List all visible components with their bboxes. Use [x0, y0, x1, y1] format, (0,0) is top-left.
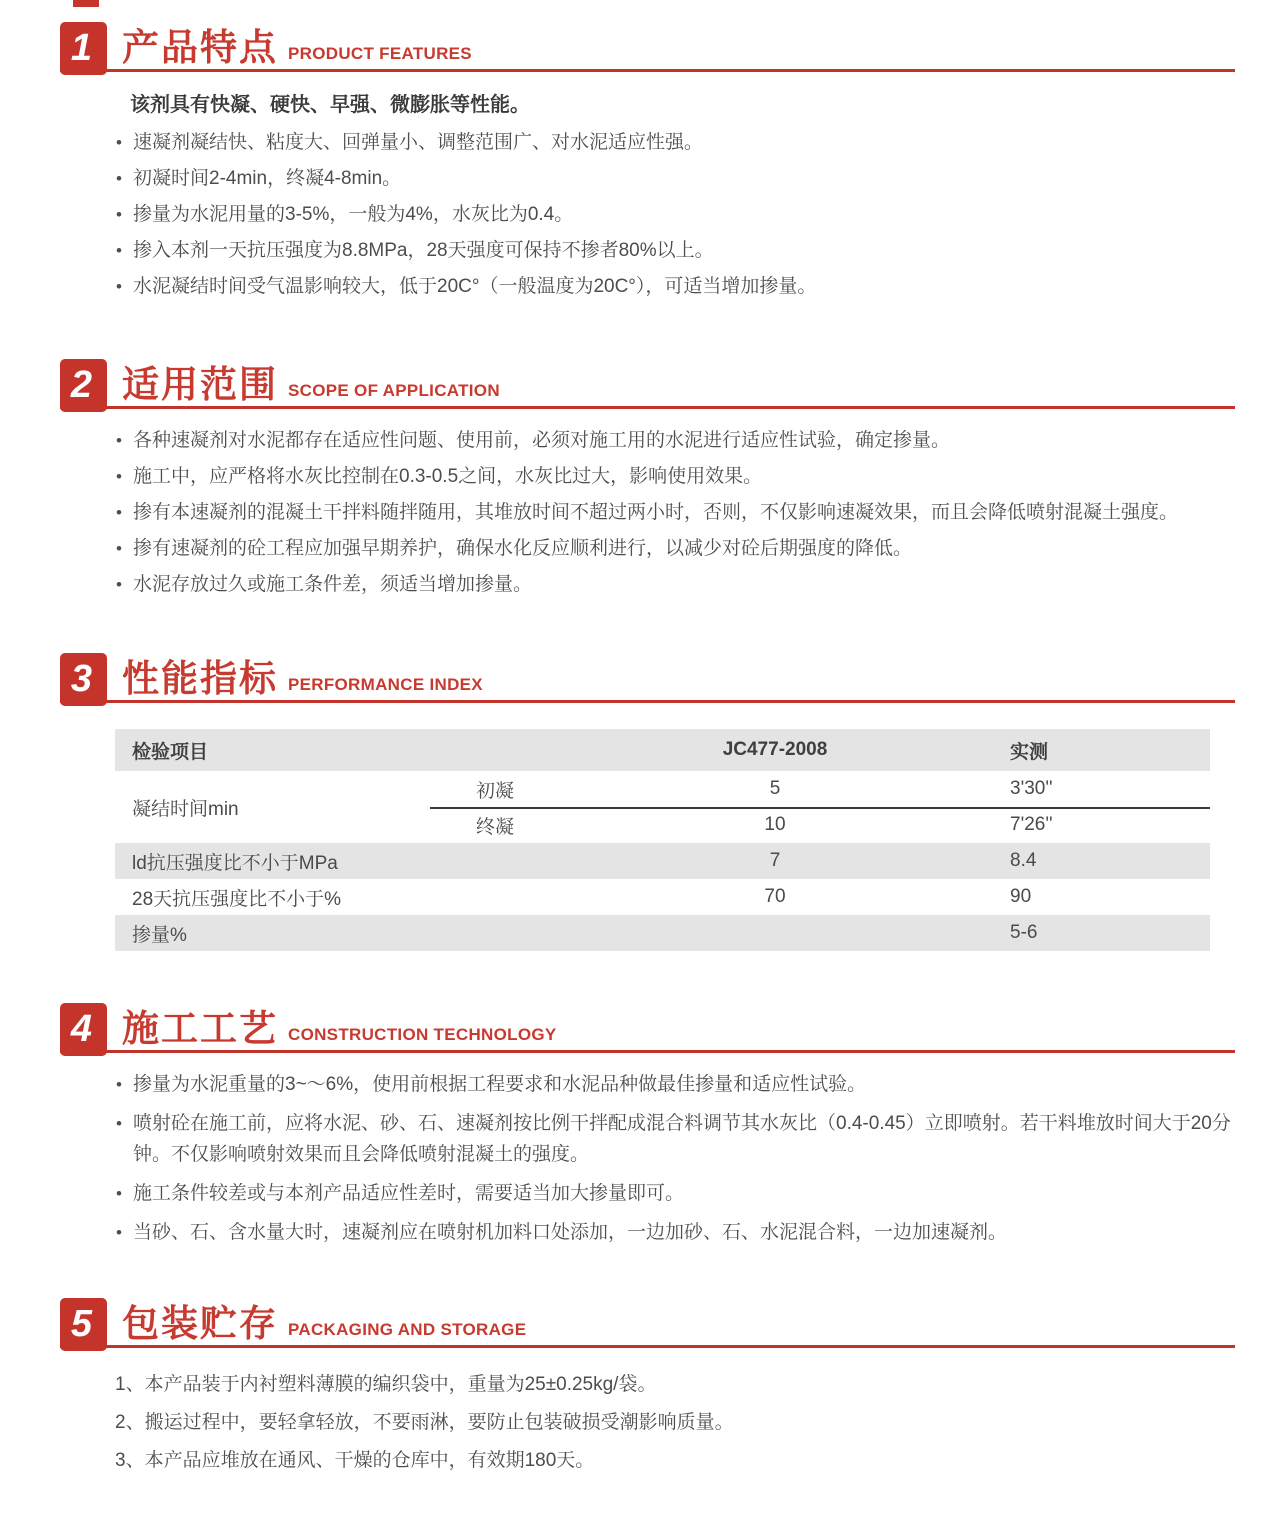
list-item: • 掺量为水泥用量的3-5%，一般为4%，水灰比为0.4。 [115, 197, 1235, 233]
section-4-number-badge [60, 1003, 107, 1056]
section-title: 产品特点 [122, 27, 278, 68]
row-label: ld抗压强度比不小于MPa [132, 852, 338, 874]
section-1-bullets [115, 125, 1235, 305]
list-item: 2、搬运过程中，要轻拿轻放，不要雨淋，要防止包装破损受潮影响质量。 [115, 1412, 734, 1433]
section-2-bullets [115, 423, 1235, 603]
section-number: 1 [70, 27, 93, 69]
section-subtitle: SCOPE OF APPLICATION [288, 381, 500, 400]
section-subtitle: PERFORMANCE INDEX [288, 675, 483, 694]
list-item: • 掺入本剂一天抗压强度为8.8MPa，28天强度可保持不掺者80%以上。 [115, 233, 1235, 269]
section-subtitle: CONSTRUCTION TECHNOLOGY [288, 1025, 557, 1044]
list-item: • 喷射砼在施工前，应将水泥、砂、石、速凝剂按比例干拌配成混合料调节其水灰比（0.4-0.45）立即喷射。若干料堆放时间大于20分钟。不仅影响喷射效果而且会降低喷射混凝土的强度。 [115, 1108, 1235, 1170]
table-row [115, 915, 1210, 951]
table-row [115, 843, 1210, 879]
section-subtitle: PACKAGING AND STORAGE [288, 1320, 527, 1339]
column-header-item: 检验项目 [132, 741, 209, 763]
section-1-number-badge [60, 22, 107, 75]
section-title: 施工工艺 [122, 1008, 278, 1049]
table-row [115, 879, 1210, 915]
table-row [115, 771, 1210, 807]
row-label: 掺量% [132, 924, 187, 946]
subrow-divider [430, 807, 1210, 809]
cell-standard: 10 [764, 814, 786, 835]
list-item: • 当砂、石、含水量大时，速凝剂应在喷射机加料口处添加，一边加砂、石、水泥混合料，一边加速凝剂。 [115, 1217, 1235, 1248]
section-4-header [60, 997, 1235, 1053]
section-5-number-badge [60, 1298, 107, 1351]
list-item: • 掺量为水泥重量的3~～6%，使用前根据工程要求和水泥品种做最佳掺量和适应性试验。 [115, 1069, 1235, 1100]
cell-standard: 70 [764, 886, 786, 907]
list-item: • 水泥存放过久或施工条件差，须适当增加掺量。 [115, 567, 1235, 603]
list-item: • 速凝剂凝结快、粘度大、回弹量小、调整范围广、对水泥适应性强。 [115, 125, 1235, 161]
section-number: 4 [70, 1008, 93, 1050]
section-title: 包装贮存 [122, 1303, 278, 1344]
section-2-header [60, 353, 1235, 409]
section-1-header [60, 16, 1235, 72]
page-top-decoration [73, 0, 99, 7]
section-4-bullets [115, 1069, 1235, 1248]
list-item: • 掺有本速凝剂的混凝土干拌料随拌随用，其堆放时间不超过两小时，否则，不仅影响速凝效果，而且会降低喷射混凝土强度。 [115, 495, 1235, 531]
table-header-row [115, 729, 1210, 771]
row-label: 凝结时间min [132, 798, 239, 820]
list-item: 3、本产品应堆放在通风、干燥的仓库中，有效期180天。 [115, 1450, 595, 1471]
list-item: • 施工条件较差或与本剂产品适应性差时，需要适当加大掺量即可。 [115, 1178, 1235, 1209]
section-5-items [115, 1366, 1235, 1480]
section-1-intro: 该剂具有快凝、硬快、早强、微膨胀等性能。 [130, 94, 530, 116]
subrow-name: 终凝 [475, 816, 514, 838]
section-number: 3 [70, 658, 93, 700]
table-row [115, 807, 1210, 843]
cell-measured: 3'30'' [1010, 778, 1053, 799]
subrow-name: 初凝 [475, 780, 514, 802]
section-subtitle: PRODUCT FEATURES [288, 44, 472, 63]
column-header-measured: 实测 [1010, 741, 1049, 763]
cell-standard: 5 [769, 778, 781, 799]
section-title: 适用范围 [122, 364, 278, 405]
list-item: 1、本产品装于内衬塑料薄膜的编织袋中，重量为25±0.25kg/袋。 [115, 1374, 657, 1395]
cell-measured: 5-6 [1010, 922, 1038, 943]
cell-measured: 7'26'' [1010, 814, 1053, 835]
cell-measured: 90 [1010, 886, 1032, 907]
row-label: 28天抗压强度比不小于% [132, 888, 342, 910]
section-number: 2 [70, 364, 93, 406]
section-3-number-badge [60, 653, 107, 706]
cell-measured: 8.4 [1010, 850, 1037, 871]
list-item: • 掺有速凝剂的砼工程应加强早期养护，确保水化反应顺利进行，以减少对砼后期强度的降低。 [115, 531, 1235, 567]
section-2-number-badge [60, 359, 107, 412]
section-5-header [60, 1292, 1235, 1348]
cell-standard: 7 [769, 850, 781, 871]
section-3-header [60, 647, 1235, 703]
list-item: • 施工中，应严格将水灰比控制在0.3-0.5之间，水灰比过大，影响使用效果。 [115, 459, 1235, 495]
column-header-standard: JC477-2008 [722, 739, 828, 760]
section-title: 性能指标 [122, 658, 278, 699]
section-number: 5 [70, 1303, 93, 1345]
list-item: • 水泥凝结时间受气温影响较大，低于20C°（一般温度为20C°），可适当增加掺量。 [115, 269, 1235, 305]
performance-table [115, 729, 1210, 951]
list-item: • 各种速凝剂对水泥都存在适应性问题、使用前，必须对施工用的水泥进行适应性试验，确定掺量。 [115, 423, 1235, 459]
list-item: • 初凝时间2-4min，终凝4-8min。 [115, 161, 1235, 197]
table-group-setting-time [115, 771, 1210, 843]
